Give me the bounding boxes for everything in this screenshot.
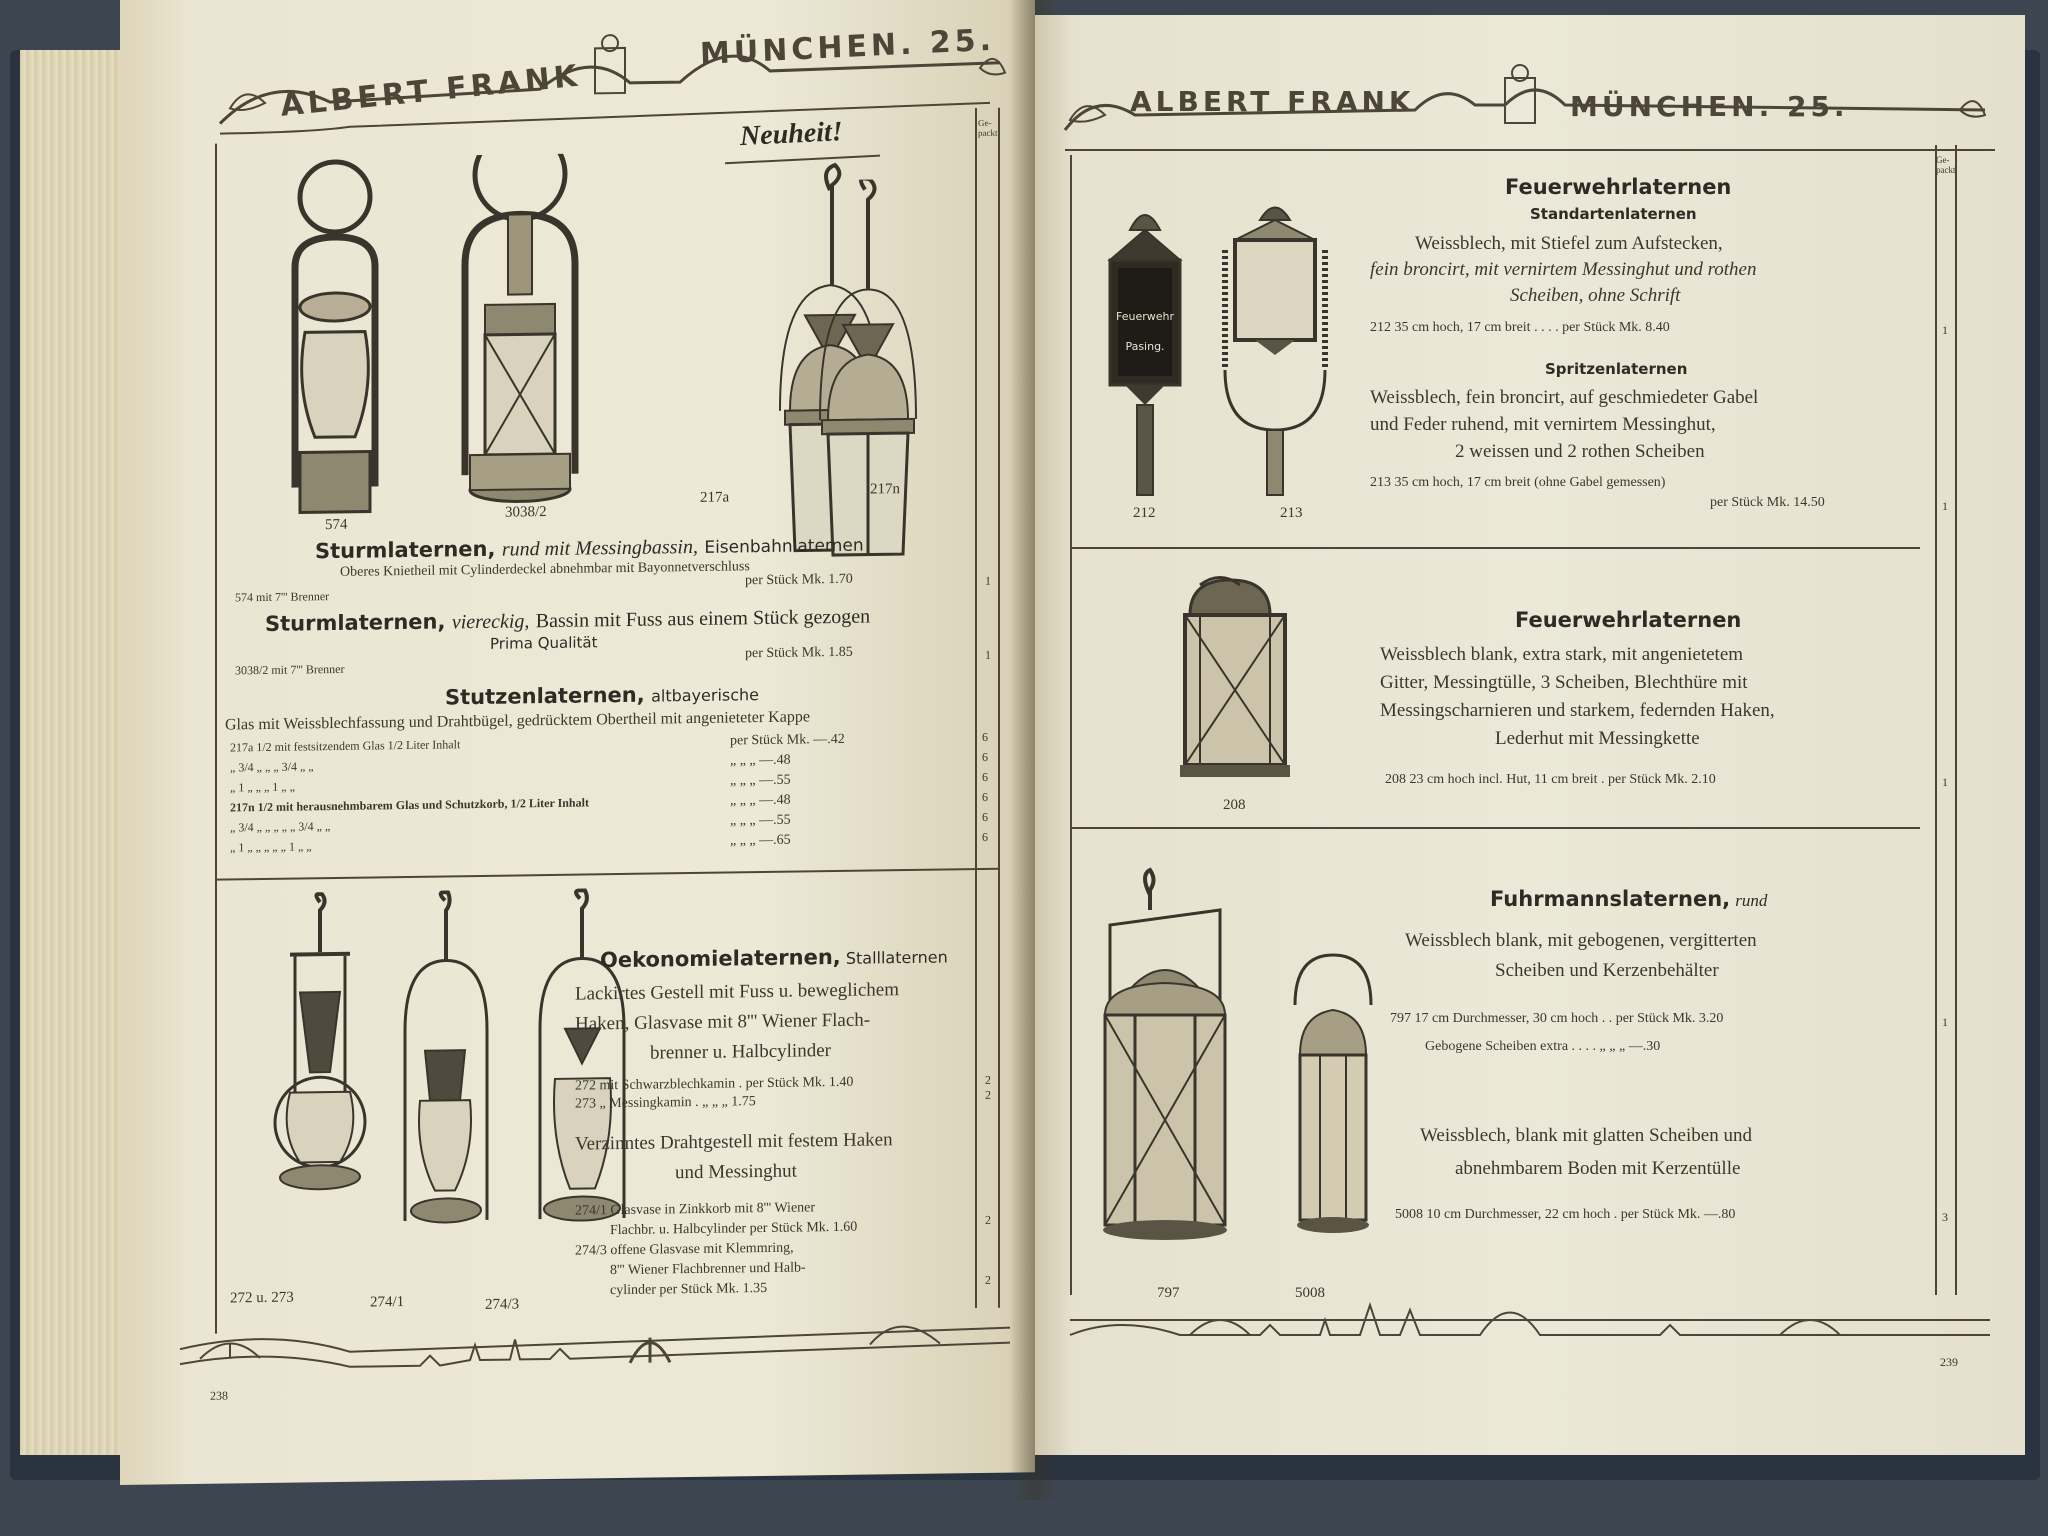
footer-skyline-ornament-left <box>170 1297 1030 1399</box>
feuer2-line-4: Lederhut mit Messingkette <box>1495 728 1700 749</box>
label-3038: 3038/2 <box>505 504 547 521</box>
stutzen-row-3-price: „ „ „ —.55 <box>730 772 791 789</box>
sturm1-sub: Oberes Knietheil mit Cylinderdeckel abnehmbar mit Bayonnetverschluss <box>340 559 750 580</box>
label-274-1: 274/1 <box>370 1294 405 1311</box>
feuer1-title: Feuerwehrlaternen <box>1505 175 1732 199</box>
fuhr-line-2: Scheiben und Kerzenbehälter <box>1495 960 1719 981</box>
lantern-208-illustration <box>1170 575 1300 795</box>
stutzen-row-3-pack: 6 <box>982 769 988 784</box>
feuer2-pack-208: 1 <box>1942 775 1948 789</box>
stutzen-title: Stutzenlaternen, <box>445 682 645 710</box>
stutzen-row-6-pack: 6 <box>982 829 988 844</box>
feuer1-line-4: Weissblech, fein broncirt, auf geschmiedeter Gabel <box>1370 387 1759 408</box>
section-divider-right-1 <box>1070 547 1920 549</box>
right-page <box>1035 15 2025 1455</box>
stutzen-row-4-item: 217n 1/2 mit herausnehmbarem Glas und Schutzkorb, 1/2 Liter Inhalt <box>230 795 589 815</box>
fire-lanterns-212-213-illustration <box>1095 200 1335 520</box>
oeko-row-274-3a: 274/3 offene Glasvase mit Klemmring, <box>575 1240 794 1259</box>
stutzen-row-1-price: per Stück Mk. —.42 <box>730 731 845 749</box>
oeko-desc-3: brenner u. Halbcylinder <box>650 1040 831 1064</box>
feuer1-row-212: 212 35 cm hoch, 17 cm breit . . . . per Stück Mk. 8.40 <box>1370 320 1670 335</box>
oeko-row-274-1b: Flachbr. u. Halbcylinder per Stück Mk. 1.60 <box>610 1219 858 1239</box>
fuhr-row-glass: Gebogene Scheiben extra . . . . „ „ „ —.30 <box>1425 1039 1661 1054</box>
header-firm-name: ALBERT FRANK <box>279 58 583 124</box>
feuer1-line-6: 2 weissen und 2 rothen Scheiben <box>1455 441 1705 462</box>
oeko-desc-2: Haken, Glasvase mit 8''' Wiener Flach- <box>575 1009 871 1035</box>
fuhr-pack-5008: 3 <box>1942 1210 1948 1224</box>
stutzen-row-5-item: „ 3/4 „ „ „ „ „ 3/4 „ „ <box>230 819 331 835</box>
feuer1-row-213: 213 35 cm hoch, 17 cm breit (ohne Gabel gemessen) <box>1370 475 1666 490</box>
sturm1-title-italic: rund mit Messingbassin, <box>501 535 698 561</box>
feuer2-line-3: Messingscharnieren und starkem, federnden Haken, <box>1380 700 1775 721</box>
header-firm-name-right: ALBERT FRANK <box>1130 85 1415 118</box>
lantern-797-icon <box>1103 870 1227 1240</box>
sturm2-heading <box>265 604 870 637</box>
stutzen-row-1-item: 217a 1/2 mit festsitzendem Glas 1/2 Liter Inhalt <box>230 737 461 755</box>
stutzen-row-4-price: „ „ „ —.48 <box>730 792 791 809</box>
feuer1-line-2: fein broncirt, mit vernirtem Messinghut und rothen <box>1370 259 1757 280</box>
stutzen-row-1-pack: 6 <box>982 729 988 744</box>
lantern-213-icon <box>1225 208 1325 496</box>
feuer1-line-1: Weissblech, mit Stiefel zum Aufstecken, <box>1415 233 1723 254</box>
feuer2-row-208: 208 23 cm hoch incl. Hut, 11 cm breit . per Stück Mk. 2.10 <box>1385 772 1716 787</box>
pack-column-head-right: Ge-packt <box>1936 155 1956 175</box>
fuhr-row-5008: 5008 10 cm Durchmesser, 22 cm hoch . per Stück Mk. —.80 <box>1395 1207 1736 1222</box>
lantern-274-3-icon <box>540 890 624 1222</box>
header-city: MÜNCHEN. 25. <box>699 22 996 73</box>
label-574: 574 <box>325 516 348 534</box>
feuer2-title: Feuerwehrlaternen <box>1515 608 1742 632</box>
footer-skyline-ornament-right <box>1060 1290 2000 1380</box>
label-208: 208 <box>1223 797 1246 813</box>
oeko-row-274-3b: 8''' Wiener Flachbrenner und Halb- <box>610 1260 806 1279</box>
oeko-desc-5: und Messinghut <box>675 1160 797 1184</box>
lantern-272-icon <box>275 893 365 1190</box>
sturm2-title-tail: Bassin mit Fuss aus einem Stück gezogen <box>535 605 871 633</box>
sturm2-sub: Prima Qualität <box>490 633 598 653</box>
frame-left-line <box>215 144 217 1334</box>
frame-pack-line <box>998 108 1000 1308</box>
sturm2-pack: 1 <box>985 647 991 662</box>
lantern-212-sign-line-1: Feuerwehr <box>1115 310 1175 323</box>
fuhr-pack-797: 1 <box>1942 1015 1948 1029</box>
stutzen-row-2-price: „ „ „ —.48 <box>730 752 791 769</box>
oeko-desc-4: Verzinntes Drahtgestell mit festem Haken <box>575 1129 893 1155</box>
stutzen-row-2-pack: 6 <box>982 749 988 764</box>
stutzen-row-3-item: „ 1 „ „ „ 1 „ „ <box>230 779 295 795</box>
sturm2-item: 3038/2 mit 7''' Brenner <box>235 661 345 678</box>
section-divider-right-2 <box>1070 827 1920 829</box>
label-212: 212 <box>1133 505 1156 521</box>
feuer1-line-3: Scheiben, ohne Schrift <box>1510 285 1681 306</box>
lantern-217n-illustration <box>800 178 980 581</box>
fuhr-line-3: Weissblech, blank mit glatten Scheiben und <box>1420 1125 1752 1146</box>
feuer1-pack-213: 1 <box>1942 499 1948 513</box>
page-edges <box>20 50 130 1455</box>
oeko-title: Oekonomielaternen, <box>600 944 841 973</box>
stutzen-row-4-pack: 6 <box>982 789 988 804</box>
feuer1-line-5: und Feder ruhend, mit vernirtem Messinghut, <box>1370 414 1716 435</box>
label-217n: 217n <box>870 481 900 498</box>
fuhr-row-797: 797 17 cm Durchmesser, 30 cm hoch . . per Stück Mk. 3.20 <box>1390 1011 1724 1026</box>
sturm1-title: Sturmlaternen, <box>315 536 496 564</box>
lantern-5008-icon <box>1295 955 1371 1233</box>
oeko-pack-273: 2 <box>985 1087 991 1102</box>
page-number-left: 238 <box>210 1388 228 1403</box>
oeko-row-274-3c: cylinder per Stück Mk. 1.35 <box>610 1280 768 1299</box>
left-page <box>120 0 1035 1485</box>
label-217a: 217a <box>700 489 730 506</box>
frame-left-line-right <box>1070 155 1072 1295</box>
feuer1-sub: Standartenlaternen <box>1530 205 1697 223</box>
feuer2-line-1: Weissblech blank, extra stark, mit angenietetem <box>1380 644 1744 665</box>
oeko-pack-272: 2 <box>985 1072 991 1087</box>
stutzen-title-tail: altbayerische <box>651 685 759 706</box>
label-274-3: 274/3 <box>485 1296 520 1313</box>
lantern-274-1-icon <box>405 892 487 1223</box>
oeko-pack-274-3: 2 <box>985 1272 991 1287</box>
fuhr-heading <box>1490 887 1767 911</box>
lantern-212-icon <box>1110 215 1180 495</box>
label-272-273: 272 u. 273 <box>230 1289 294 1307</box>
oeko-title-tail: Stalllaternen <box>845 947 948 968</box>
pack-column-head: Ge-packt <box>978 117 998 139</box>
stutzen-row-5-price: „ „ „ —.55 <box>730 812 791 829</box>
stutzen-row-5-pack: 6 <box>982 809 988 824</box>
lantern-574-icon <box>295 161 375 512</box>
novelty-label: Neuheit! <box>739 116 844 153</box>
oeko-heading <box>600 943 948 972</box>
feuer1-row-213-price: per Stück Mk. 14.50 <box>1710 495 1825 510</box>
fuhr-title: Fuhrmannslaternen, <box>1490 887 1731 911</box>
stutzen-heading <box>445 681 759 709</box>
feuer1-pack-212: 1 <box>1942 323 1948 337</box>
feuer2-line-2: Gitter, Messingtülle, 3 Scheiben, Blechthüre mit <box>1380 672 1748 693</box>
lantern-3038-icon <box>465 148 575 502</box>
frame-right-line-right <box>1935 145 1937 1295</box>
sturm1-price: per Stück Mk. 1.70 <box>745 571 853 589</box>
label-213: 213 <box>1280 505 1303 521</box>
page-number-right: 239 <box>1940 1355 1958 1369</box>
fuhr-title-italic: rund <box>1735 891 1768 910</box>
sturm1-pack: 1 <box>985 573 991 588</box>
sturm2-price: per Stück Mk. 1.85 <box>745 644 853 662</box>
frame-pack-line-right <box>1955 145 1957 1295</box>
sturm2-title-italic: viereckig, <box>451 610 530 634</box>
section-divider-left <box>215 868 1000 881</box>
wagon-lanterns-illustration <box>1095 865 1375 1275</box>
oeko-row-273: 273 „ Messingkamin . „ „ „ 1.75 <box>575 1094 756 1112</box>
sturm1-title-tail: Eisenbahnlaternen <box>704 535 864 558</box>
sturm2-title: Sturmlaternen, <box>265 609 446 636</box>
oeko-pack-274-1: 2 <box>985 1212 991 1227</box>
oeko-row-274-1a: 274/1 Glasvase in Zinkkorb mit 8''' Wiener <box>575 1200 816 1219</box>
stutzen-row-6-item: „ 1 „ „ „ „ „ 1 „ „ <box>230 839 312 855</box>
stutzen-desc: Glas mit Weissblechfassung und Drahtbügel, gedrücktem Obertheil mit angenieteter Kappe <box>225 708 810 734</box>
header-city-right: MÜNCHEN. 25. <box>1570 90 1849 123</box>
stutzen-row-2-item: „ 3/4 „ „ „ 3/4 „ „ <box>230 759 314 775</box>
stutzen-row-6-price: „ „ „ —.65 <box>730 832 791 849</box>
label-5008: 5008 <box>1295 1285 1325 1301</box>
fuhr-line-4: abnehmbarem Boden mit Kerzentülle <box>1455 1158 1741 1179</box>
sturm1-item: 574 mit 7''' Brenner <box>235 589 330 605</box>
feuer1-sub-2: Spritzenlaternen <box>1545 360 1688 378</box>
fuhr-line-1: Weissblech blank, mit gebogenen, vergitterten <box>1405 930 1757 951</box>
lantern-212-sign-line-2: Pasing. <box>1125 340 1165 353</box>
label-797: 797 <box>1157 1285 1180 1301</box>
oeko-desc-1: Lackirtes Gestell mit Fuss u. beweglichem <box>575 979 899 1005</box>
oeko-row-272: 272 mit Schwarzblechkamin . per Stück Mk. 1.40 <box>575 1074 854 1094</box>
